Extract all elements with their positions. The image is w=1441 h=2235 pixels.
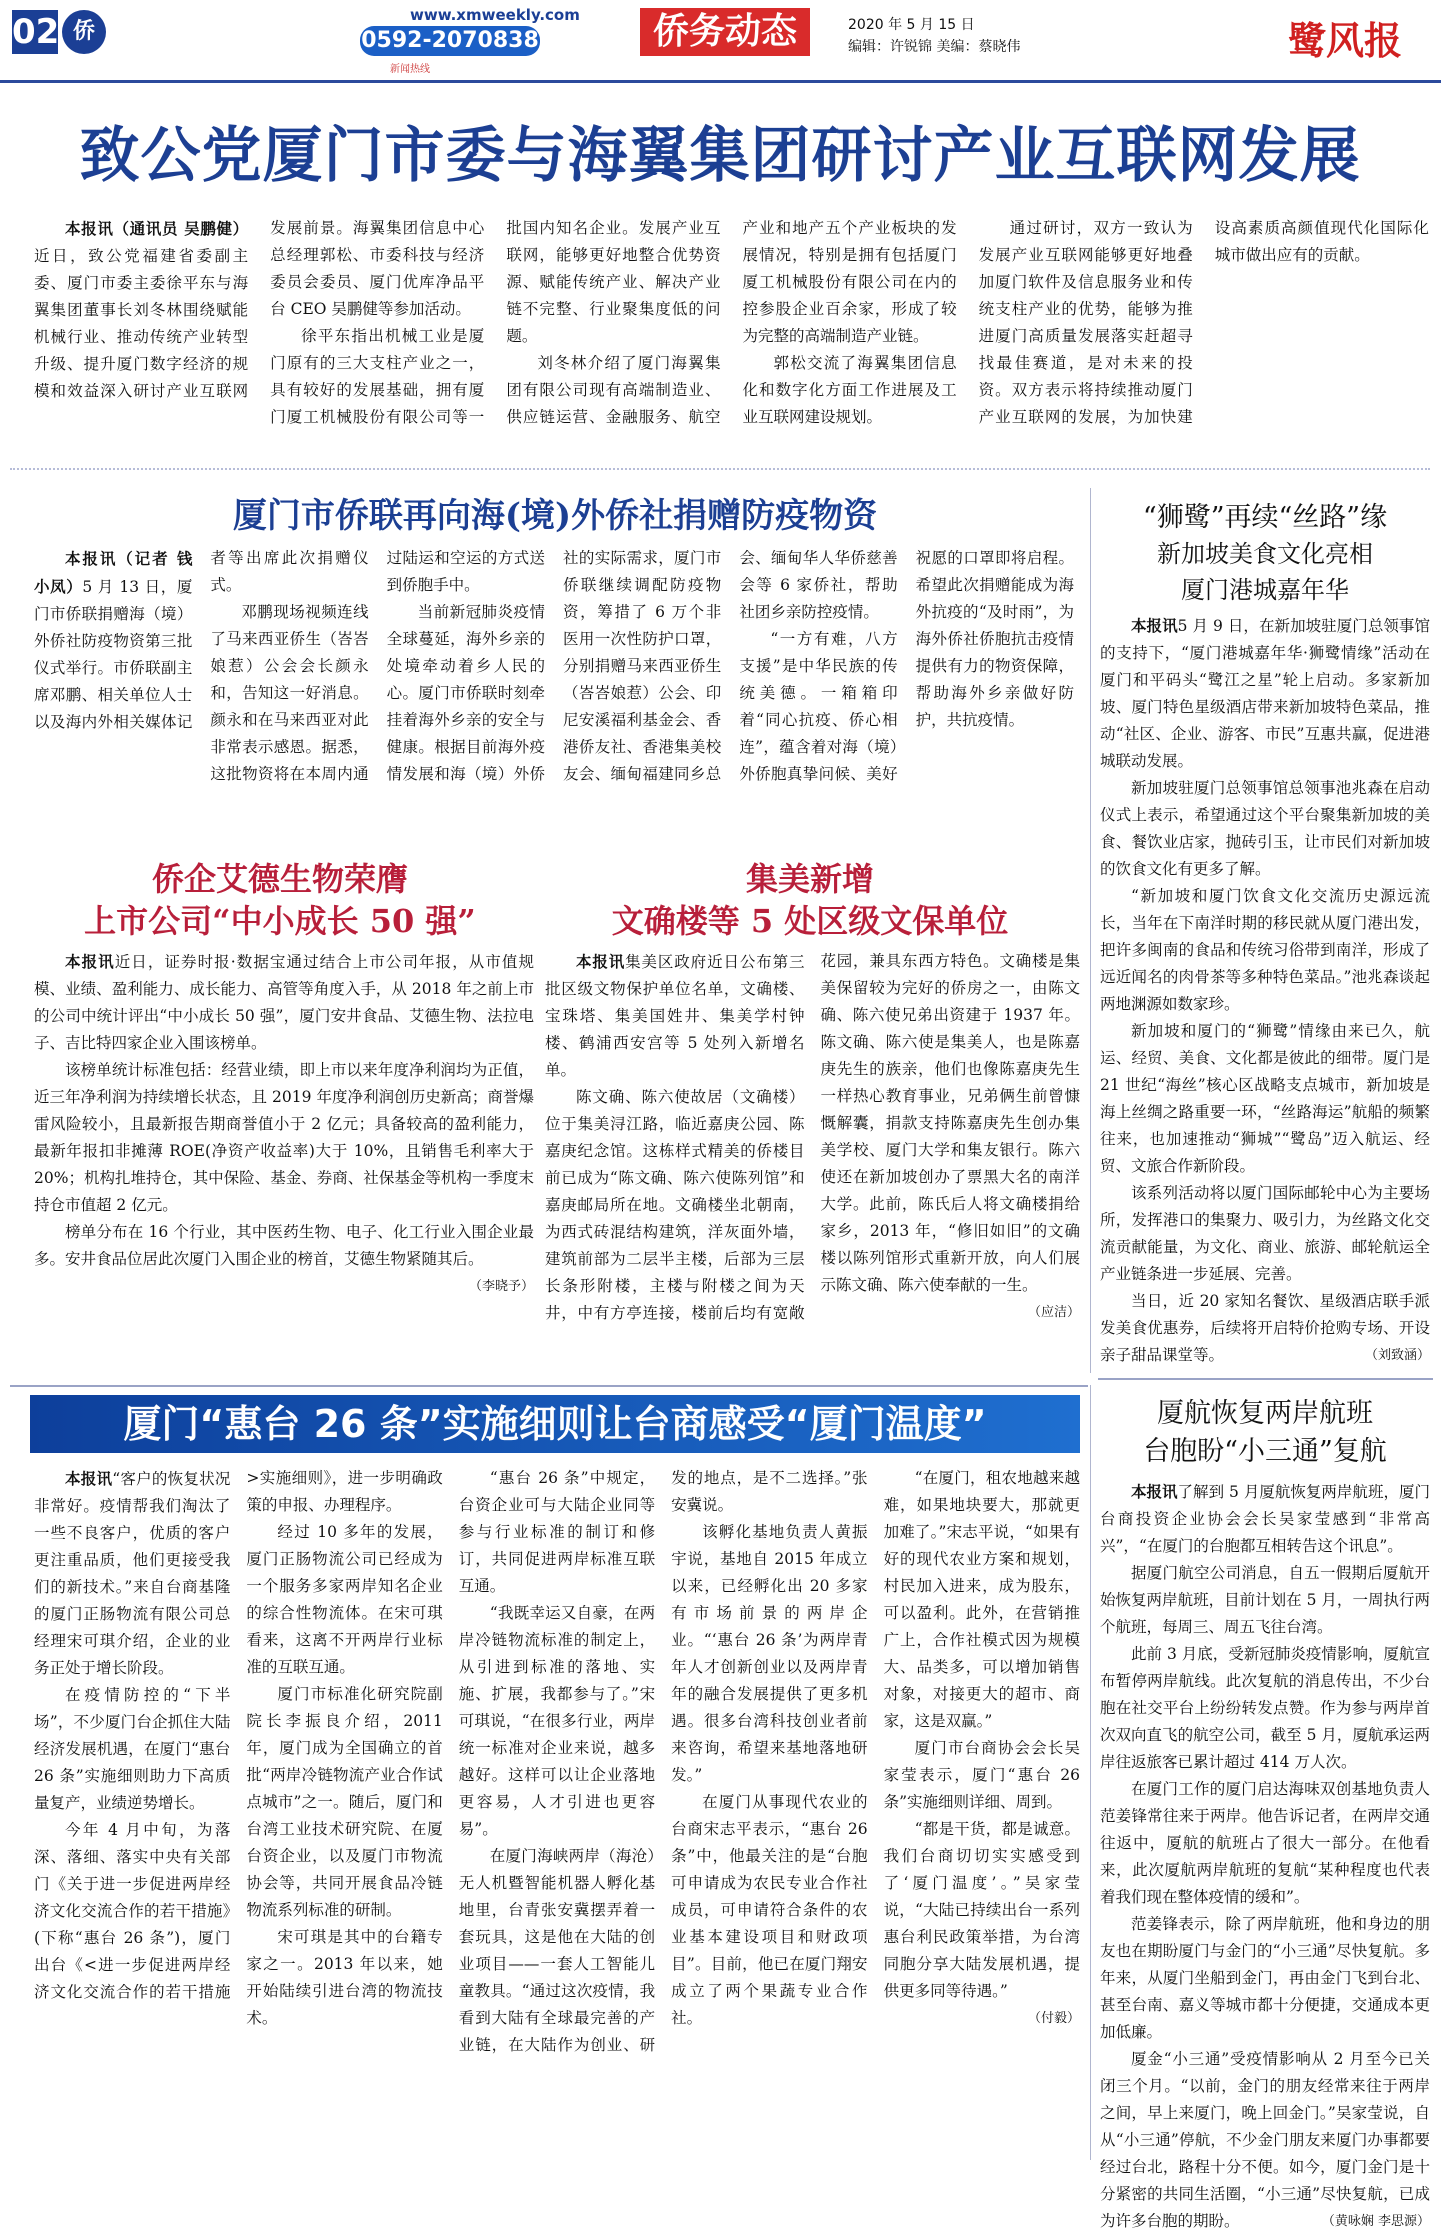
masthead (0, 0, 1441, 83)
issue-date: 2020 年 5 月 15 日 (848, 17, 975, 33)
divider (10, 1385, 1088, 1387)
article-5-title: 集美新增 文确楼等 5 处区级文保单位 (611, 860, 1009, 940)
article-6-title: 厦门“惠台 26 条”实施细则让台商感受“厦门温度” (30, 1395, 1080, 1453)
article-7-body: 本报讯了解到 5 月厦航恢复两岸航班，厦门台商投资企业协会会长吴家莹感到“非常高兴”，“在厦门的台胞都互相转告这个讯息”。 据厦门航空公司消息，自五一假期后厦航开始恢复两岸航班，目前计划在 5 月，一周执行两个航班，每周三、周五飞往台湾。 此前 3 月底，受新冠肺炎疫情影响，厦航宣布暂停两岸航线。此次复航的消息传出，不少台胞在社交平台上纷纷转发点赞。作为参与两岸首次双向直飞的航空公司，截至 5 月，厦航承运两岸往返旅客已累计超过 414 万人次。 在厦门工作的厦门启达海味双创基地负责人范姜锋常往来于两岸。他告诉记者，在两岸交通往返中，厦航的航班占了很大一部分。在他看来，此次厦航两岸航班的复航“某种程度也代表着我们现在整体疫情的缓和”。 范姜锋表示，除了两岸航班，他和身边的朋友也在期盼厦门与金门的“小三通”尽快复航。多年来，从厦门坐船到金门，再由金门飞到台北、甚至台南、嘉义等城市都十分便捷，交通成本更加低廉。 厦金“小三通”受疫情影响从 2 月至今已关闭三个月。“以前，金门的朋友经常来往于两岸之间，早上来厦门，晚上回金门。”吴家莹说，自从“小三通”停航，不少金门朋友来厦门办事都要经过台北，路程十分不便。如今，厦门金门是十分紧密的共同生活圈，“小三通”尽快复航，已成为许多台胞的期盼。 （黄咏娴 李思源） (1100, 1482, 1430, 2230)
article-3-body: 本报讯5 月 9 日，在新加坡驻厦门总领事馆的支持下，“厦门港城嘉年华·狮鹭情缘”活动在厦门和平码头“鹭江之星”轮上启动。多家新加坡、厦门特色星级酒店带来新加坡特色菜品，推动“社区、企业、游客、市民”互惠共赢，促进港城联动发展。 新加坡驻厦门总领事馆总领事池兆森在启动仪式上表示，希望通过这个平台聚集新加坡的美食、餐饮业店家，抛砖引玉，让市民们对新加坡的饮食文化有更多了解。 “新加坡和厦门饮食文化交流历史源远流长，当年在下南洋时期的移民就从厦门港出发，把许多闽南的食品和传统习俗带到南洋，形成了远近闻名的肉骨茶等多种特色菜品。”池兆森谈起两地渊源如数家珍。 新加坡和厦门的“狮鹭”情缘由来已久，航运、经贸、美食、文化都是彼此的细带。厦门是 21 世纪“海丝”核心区战略支点城市，新加坡是海上丝绸之路重要一环，“丝路海运”航船的频繁往来，也加速推动“狮城”“鹭岛”迈入航运、经贸、文旅合作新阶段。 该系列活动将以厦门国际邮轮中心为主要场所，发挥港口的集聚力、吸引力，为丝路文化交流贡献能量，为文化、商业、旅游、邮轮航运全产业链条进一步延展、完善。 当日，近 20 家知名餐饮、星级酒店联手派发美食优惠券，后续将开启特价抢购专场、开设亲子甜品课堂等。 （刘致涵） (1100, 616, 1430, 1364)
article-2-body: 本报讯（记者 钱小凤）5 月 13 日，厦门市侨联捐赠海（境）外侨社防疫物资第三批仪式举行。市侨联副主席邓鹏、相关单位人士以及海内外相关媒体记者等出席此次捐赠仪式。 邓鹏现场视频连线了马来西亚侨生（峇峇娘惹）公会会长颜永和，告知这一好消息。颜永和在马来西亚对此非常表示感恩。据悉，这批物资将在本周内通过陆运和空运的方式送到侨胞手中。 当前新冠肺炎疫情全球蔓延，海外乡亲的处境牵动着乡人民的心。厦门市侨联时刻牵挂着海外乡亲的安全与健康。根据目前海外疫情发展和海（境）外侨社的实际需求，厦门市侨联继续调配防疫物资，筹措了 6 万个非医用一次性防护口罩，分别捐赠马来西亚侨生（峇峇娘惹）公会、印尼安溪福利基金会、香港侨友社、香港集美校友会、缅甸福建同乡总会、缅甸华人华侨慈善会等 6 家侨社，帮助社团乡亲防控疫情。 “一方有难，八方支援”是中华民族的传统美德。一箱箱印着“同心抗疫、侨心相连”，蕴含着对海（境）外侨胞真挚问候、美好祝愿的口罩即将启程。希望此次捐赠能成为海外抗疫的“及时雨”，为海外侨社侨胞抗击疫情提供有力的物资保障，帮助海外乡亲做好防护，共抗疫情。 (34, 549, 1074, 783)
divider (10, 468, 1430, 470)
page-number: 02 (12, 12, 60, 52)
article-2-title: 厦门市侨联再向海(境)外侨社捐赠防疫物资 (232, 496, 878, 536)
section-logo-icon: 侨 (62, 10, 106, 54)
article-5-body: 本报讯集美区政府近日公布第三批区级文物保护单位名单，文确楼、宝珠塔、集美国姓井、集美学村钟楼、鹤浦西安宫等 5 处列入新增名单。 陈文确、陈六使故居（文确楼）位于集美浔江路，临近嘉庚公园、陈嘉庚纪念馆。这栋样式精美的侨楼目前已成为“陈文确、陈六使陈列馆”和嘉庚邮局所在地。文确楼坐北朝南，为西式砖混结构建筑，洋灰面外墙，建筑前部为二层半主楼，后部为三层长条形附楼，主楼与附楼之间为天井，中有方亭连接，楼前后均有宽敞花园，兼具东西方特色。文确楼是集美保留较为完好的侨房之一，由陈文确、陈六使兄弟出资建于 1937 年。陈文确、陈六使是集美人，也是陈嘉庚先生的族亲，他们也像陈嘉庚先生一样热心教育事业，兄弟俩生前曾慷慨解囊，捐款支持陈嘉庚先生创办集美学校、厦门大学和集友银行。陈六使还在新加坡创办了票黑大名的南洋大学。此前，陈氏后人将文确楼捐给家乡，2013 年，“修旧如旧”的文确楼以陈列馆形式重新开放，向人们展示陈文确、陈六使奉献的一生。 （应洁） (545, 952, 1080, 1322)
divider (1098, 1378, 1433, 1380)
editors-line: 编辑：许锐锦 美编：蔡晓伟 (848, 39, 1021, 55)
ad-slogan: 新闻热线 (390, 64, 430, 75)
newspaper-logo: 鹭风报 (1288, 18, 1403, 63)
column-divider (1090, 1385, 1091, 2160)
article-7-title: 厦航恢复两岸航班 台胞盼“小三通”复航 (1143, 1398, 1387, 1467)
ad-url: www.xmweekly.com (410, 6, 580, 24)
column-divider (1090, 488, 1091, 1373)
article-4-title: 侨企艾德生物荣膺 上市公司“中小成长 50 强” (84, 860, 476, 940)
ad-phone: 0592-2070838 (360, 26, 540, 56)
article-4-body: 本报讯近日，证券时报·数据宝通过结合上市公司年报，从市值规模、业绩、盈利能力、成长能力、高管等角度入手，从 2018 年之前上市的公司中统计评出“中小成长 50 强”，厦门安井食品、艾德生物、法拉电子、吉比特四家企业入围该榜单。 该榜单统计标准包括：经营业绩，即上市以来年度净利润均为正值，近三年净利润为持续增长状态，且 2019 年度净利润创历史新高；商誉爆雷风险较小，且最新报告期商誉值小于 2 亿元；具备较高的盈利能力，最新年报扣非摊薄 ROE(净资产收益率)大于 10%，且销售毛利率大于 20%；机构扎堆持仓，其中保险、基金、券商、社保基金等机构一季度末持仓市值超 2 亿元。 榜单分布在 16 个行业，其中医药生物、电子、化工行业入围企业最多。安井食品位居此次厦门入围企业的榜首，艾德生物紧随其后。 （李晓予） (34, 952, 534, 1294)
article-3-title: “狮鹭”再续“丝路”缘 新加坡美食文化亮相 厦门港城嘉年华 (1142, 502, 1388, 604)
section-title: 侨务动态 (640, 8, 810, 56)
article-1-lead: 本报讯（通讯员 吴鹏健） (65, 219, 249, 238)
headline-main: 致公党厦门市委与海翼集团研讨产业互联网发展 (79, 121, 1361, 191)
article-6-body: 本报讯“客户的恢复状况非常好。疫情帮我们淘汰了一些不良客户，优质的客户更注重品质，他们更接受我们的新技术。”来自台商基隆的厦门正肠物流有限公司总经理宋可琪介绍，企业的业务正处于增长阶段。 在疫情防控的“下半场”，不少厦门台企抓住大陆经济发展机遇，在厦门“惠台 26 条”实施细则助力下高质量复产，业绩逆势增长。 今年 4 月中旬，为落深、落细、落实中央有关部门《关于进一步促进两岸经济文化交流合作的若干措施》(下称“惠台 26 条”)，厦门出台《<进一步促进两岸经济文化交流合作的若干措施>实施细则》，进一步明确政策的申报、办理程序。 经过 10 多年的发展，厦门正肠物流公司已经成为一个服务多家两岸知名企业的综合性物流体。在宋可琪看来，这离不开两岸行业标准的互联互通。 厦门市标准化研究院副院长李振良介绍，2011 年，厦门成为全国确立的首批“两岸冷链物流产业合作试点城市”之一。随后，厦门和台湾工业技术研究院、在厦台资企业，以及厦门市物流协会等，共同开展食品冷链物流系列标准的研制。 宋可琪是其中的台籍专家之一。2013 年以来，她开始陆续引进台湾的物流技术。 “惠台 26 条”中规定，台资企业可与大陆企业同等参与行业标准的制订和修订，共同促进两岸标准互联互通。 “我既幸运又自豪，在两岸冷链物流标准的制定上，从引进到标准的落地、实施、扩展，我都参与了。”宋可琪说，“在很多行业，两岸统一标准对企业来说，越多越好。这样可以让企业落地更容易，人才引进也更容易”。 在厦门海峡两岸（海沧）无人机暨智能机器人孵化基地里，台青张安冀摆弄着一套玩具，这是他在大陆的创业项目——一套人工智能儿童教具。“通过这次疫情，我看到大陆有全球最完善的产业链，在大陆作为创业、研发的地点，是不二选择。”张安冀说。 该孵化基地负责人黄振宇说，基地自 2015 年成立以来，已经孵化出 20 多家有市场前景的两岸企业。“‘惠台 26 条’为两岸青年人才创新创业以及两岸青年的融合发展提供了更多机遇。很多台湾科技创业者前来咨询，希望来基地落地研发。” 在厦门从事现代农业的台商宋志平表示，“惠台 26 条”中，他最关注的是“台胞可申请成为农民专业合作社成员，可申请符合条件的农业基本建设项目和财政项目”。目前，他已在厦门翔安成立了两个果蔬专业合作社。 “在厦门，租农地越来越难，如果地块要大，那就更加难了。”宋志平说，“如果有好的现代农业方案和规划，村民加入进来，成为股东，可以盈利。此外，在营销推广上，合作社模式因为规模大、品类多，可以增加销售对象，对接更大的超市、商家，这是双赢。” 厦门市台商协会会长吴家莹表示，厦门“惠台 26 条”实施细则详细、周到。 “都是干货，都是诚意。我们台商切切实实感受到了‘厦门温度’。”吴家莹说，“大陆已持续出台一系列惠台利民政策举措，为台湾同胞分享大陆发展机遇，提供更多同等待遇。” （付毅） (34, 1469, 1080, 2054)
article-1-body: 本报讯（通讯员 吴鹏健）近日，致公党福建省委副主委、厦门市委主委徐平东与海翼集团董事长刘冬林围绕赋能机械行业、推动传统产业转型升级、提升厦门数字经济的规模和效益深入研讨产业互联网发展前景。海翼集团信息中心总经理郭松、市委科技与经济委员会委员、厦门优库净品平台 CEO 吴鹏健等参加活动。 徐平东指出机械工业是厦门原有的三大支柱产业之一，具有较好的发展基础，拥有厦门厦工机械股份有限公司等一批国内知名企业。发展产业互联网，能够更好地整合优势资源、赋能传统产业、解决产业链不完整、行业聚集度低的问题。 刘冬林介绍了厦门海翼集团有限公司现有高端制造业、供应链运营、金融服务、航空产业和地产五个产业板块的发展情况，特别是拥有包括厦门厦工机械股份有限公司在内的控参股企业百余家，形成了较为完整的高端制造产业链。 郭松交流了海翼集团信息化和数字化方面工作进展及工业互联网建设规划。 通过研讨，双方一致认为发展产业互联网能够更好地叠加厦门软件及信息服务业和传统支柱产业的优势，能够为推进厦门高质量发展落实赶超寻找最佳赛道，是对未来的投资。双方表示将持续推动厦门产业互联网的发展，为加快建设高素质高颜值现代化国际化城市做出应有的贡献。 (34, 219, 1429, 426)
